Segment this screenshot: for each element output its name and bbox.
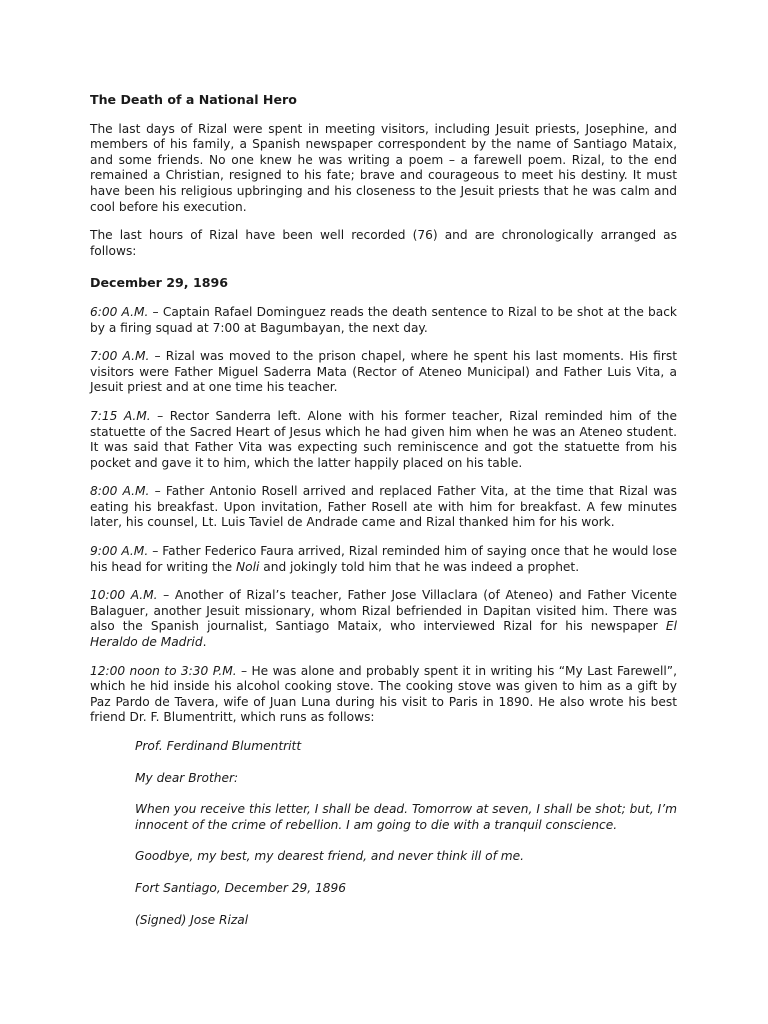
entry-text: – Father Federico Faura arrived, Rizal reminded him of saying once that he would lose his head for writing the [90, 544, 677, 574]
entry-text-end: and jokingly told him that he was indeed a prophet. [259, 559, 580, 574]
newspaper-title: El Heraldo de Madrid [90, 619, 677, 650]
timeline-entry-0600 [90, 305, 677, 336]
timeline-entry-1000 [90, 588, 677, 650]
letter-recipient: Prof. Ferdinand Blumentritt [135, 739, 302, 753]
entry-text: – Rector Sanderra left. Alone with his former teacher, Rizal reminded him of the statuette of the Sacred Heart of Jesus which he had given him when he was an Ateneo student. It was said that Father Vita was expecting such reminiscence and got the statuette from his pocket and gave it to him, which the latter happily placed on his table. [90, 408, 677, 470]
letter-body: When you receive this letter, I shall be dead. Tomorrow at seven, I shall be shot; but, I’m innocent of the crime of rebellion. I am going to die with a tranquil conscience. [135, 802, 677, 832]
entry-time: 8:00 A.M. [90, 484, 150, 499]
timeline-entry-noon [90, 664, 677, 726]
timeline-entry-0800 [90, 484, 677, 531]
entry-text: – Father Antonio Rosell arrived and replaced Father Vita, at the time that Rizal was eating his breakfast. Upon invitation, Father Rosell ate with him for breakfast. A few minutes later, his counsel, Lt. Luis Taviel de Andrade came and Rizal thanked him for his work. [90, 484, 677, 530]
entry-time: 7:00 A.M. [90, 349, 150, 364]
entry-text-end: . [202, 635, 207, 650]
entry-text: – Rizal was moved to the prison chapel, where he spent his last moments. His first visitors were Father Miguel Saderra Mata (Rector of Ateneo Municipal) and Father Luis Vita, a Jesuit priest and at one time his teacher. [90, 349, 677, 395]
letter-salutation: My dear Brother: [135, 770, 239, 785]
document-title: The Death of a National Hero [90, 92, 297, 107]
entry-text: – Captain Rafael Dominguez reads the death sentence to Rizal to be shot at the back by a firing squad at 7:00 at Bagumbayan, the next day. [90, 304, 677, 335]
entry-time: 10:00 A.M. [90, 588, 158, 603]
book-title-noli: Noli [236, 559, 260, 574]
timeline-entry-0900 [90, 544, 677, 575]
document-page [90, 92, 677, 944]
entry-text: – Another of Rizal’s teacher, Father Jose Villaclara (of Ateneo) and Father Vicente Balaguer, another Jesuit missionary, whom Rizal befriended in Dapitan visited him. There was also the Spanish journalist, Santiago Mataix, who interviewed Rizal for his newspaper [90, 588, 678, 634]
entry-time: 7:15 A.M. [90, 408, 151, 423]
intro-paragraph: The last days of Rizal were spent in meeting visitors, including Jesuit priests, Josephine, and members of his family, a Spanish newspaper correspondent by the name of Santiago Mataix, and some friends. No one knew he was writing a poem – a farewell poem. Rizal, to the end remained a Christian, resigned to his fate; brave and courageous to meet his destiny. It must have been his religious upbringing and his closeness to the Jesuit priests that he was calm and cool before his execution. [90, 121, 677, 214]
entry-time: 6:00 A.M. [90, 304, 149, 319]
entry-time: 12:00 noon to 3:30 P.M. [90, 663, 237, 678]
entry-text: – He was alone and probably spent it in writing his “My Last Farewell”, which he hid inside his alcohol cooking stove. The cooking stove was given to him as a gift by Paz Pardo de Tavera, wife of Juan Luna during his visit to Paris in 1890. He also wrote his best friend Dr. F. Blumentritt, which runs as follows: [90, 663, 677, 725]
records-paragraph: The last hours of Rizal have been well recorded (76) and are chronologically arranged as follows: [90, 228, 677, 258]
entry-time: 9:00 A.M. [90, 544, 149, 559]
letter-signature: (Signed) Jose Rizal [135, 912, 249, 927]
timeline-entry-0700 [90, 349, 677, 396]
letter-closing: Goodbye, my best, my dearest friend, and never think ill of me. [135, 849, 524, 864]
timeline-entry-0715 [90, 409, 677, 471]
letter-block [135, 739, 677, 928]
date-heading: December 29, 1896 [90, 275, 229, 291]
letter-place-date: Fort Santiago, December 29, 1896 [135, 880, 346, 895]
